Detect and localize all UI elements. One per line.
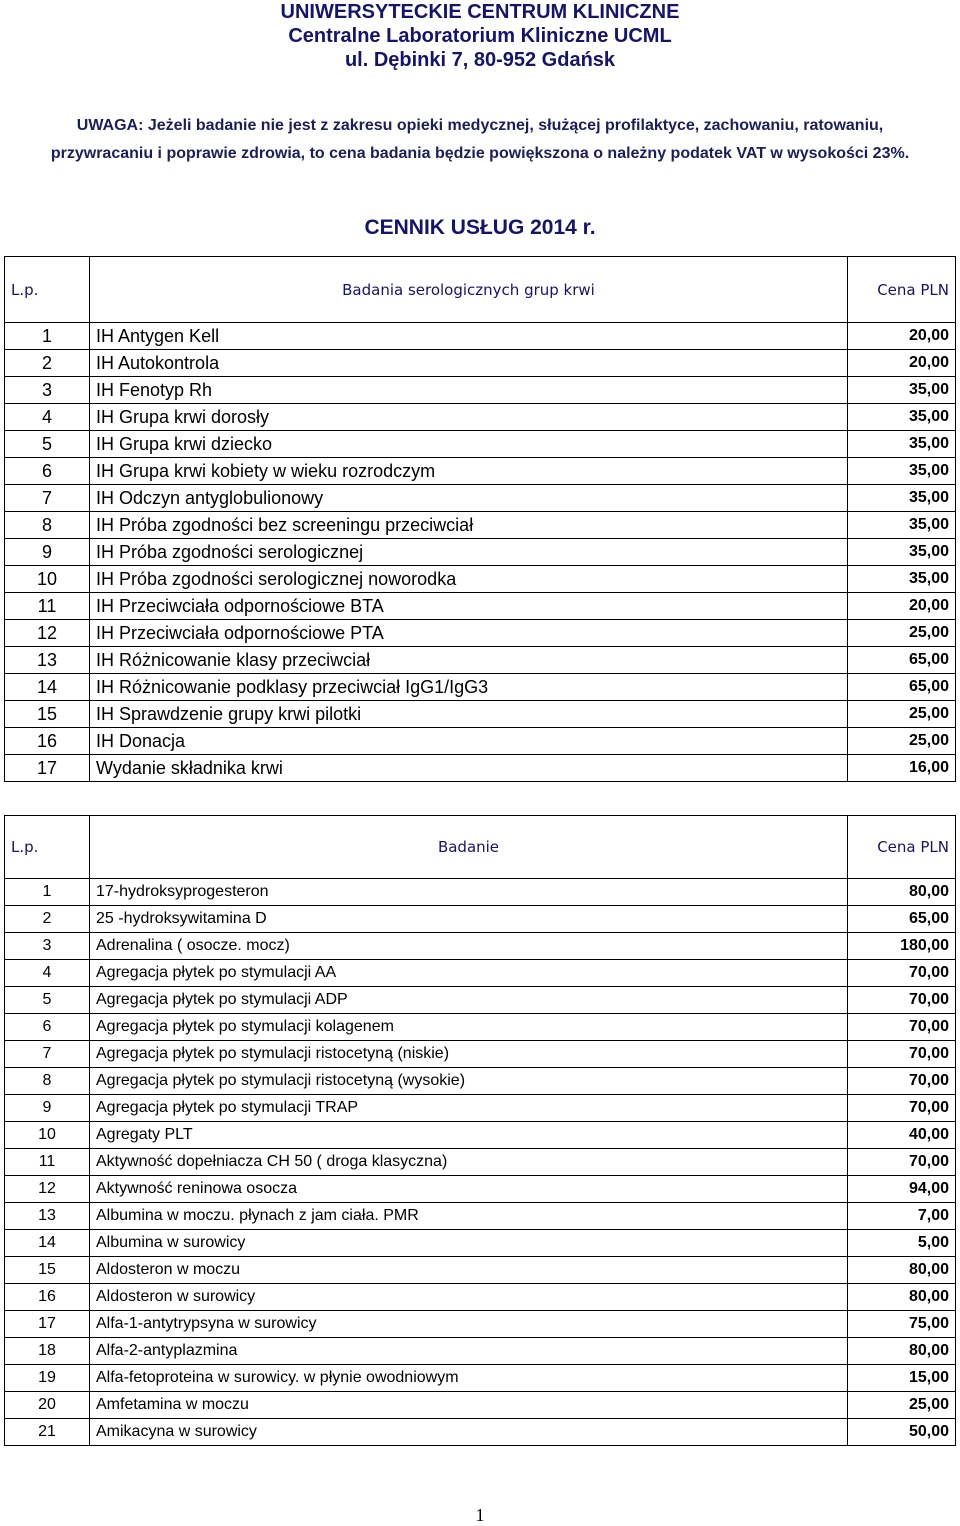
- table-row: [5, 539, 956, 566]
- table-row: [5, 879, 956, 906]
- price: 15,00: [848, 1365, 956, 1392]
- row-number: 15: [5, 1257, 90, 1284]
- price: 65,00: [848, 674, 956, 701]
- table-row: [5, 1176, 956, 1203]
- test-name: IH Sprawdzenie grupy krwi pilotki: [90, 701, 848, 728]
- table-row: [5, 728, 956, 755]
- row-number: 17: [5, 1311, 90, 1338]
- row-number: 8: [5, 1068, 90, 1095]
- price: 35,00: [848, 566, 956, 593]
- row-number: 11: [5, 1149, 90, 1176]
- price: 70,00: [848, 960, 956, 987]
- table-row: [5, 1419, 956, 1446]
- price: 25,00: [848, 728, 956, 755]
- column-header-lp: L.p.: [5, 816, 90, 879]
- column-header-test-name: Badania serologicznych grup krwi: [90, 257, 848, 323]
- test-name: Adrenalina ( osocze. mocz): [90, 933, 848, 960]
- price: 80,00: [848, 1338, 956, 1365]
- price: 20,00: [848, 323, 956, 350]
- price: 35,00: [848, 512, 956, 539]
- test-name: 25 -hydroksywitamina D: [90, 906, 848, 933]
- row-number: 1: [5, 879, 90, 906]
- price: 25,00: [848, 620, 956, 647]
- table-row: [5, 458, 956, 485]
- table-row: [5, 1392, 956, 1419]
- row-number: 11: [5, 593, 90, 620]
- page-number: 1: [475, 1505, 485, 1525]
- table-row: [5, 323, 956, 350]
- row-number: 10: [5, 566, 90, 593]
- table-row: [5, 647, 956, 674]
- price: 80,00: [848, 879, 956, 906]
- table-row: [5, 960, 956, 987]
- test-name: IH Grupa krwi dziecko: [90, 431, 848, 458]
- table-row: [5, 620, 956, 647]
- row-number: 2: [5, 350, 90, 377]
- test-name: Alfa-fetoproteina w surowicy. w płynie owodniowym: [90, 1365, 848, 1392]
- table-row: [5, 933, 956, 960]
- table-row: [5, 512, 956, 539]
- price: 50,00: [848, 1419, 956, 1446]
- test-name: Agregaty PLT: [90, 1122, 848, 1149]
- table-row: [5, 1149, 956, 1176]
- row-number: 12: [5, 1176, 90, 1203]
- test-name: Aldosteron w surowicy: [90, 1284, 848, 1311]
- table-header-row: [5, 816, 956, 879]
- row-number: 5: [5, 431, 90, 458]
- test-name: IH Odczyn antyglobulionowy: [90, 485, 848, 512]
- row-number: 9: [5, 1095, 90, 1122]
- price: 70,00: [848, 1095, 956, 1122]
- table-row: [5, 755, 956, 782]
- test-name: IH Przeciwciała odpornościowe PTA: [90, 620, 848, 647]
- price: 70,00: [848, 987, 956, 1014]
- row-number: 13: [5, 647, 90, 674]
- serology-price-table: [4, 256, 956, 782]
- price: 65,00: [848, 906, 956, 933]
- test-name: 17-hydroksyprogesteron: [90, 879, 848, 906]
- table-row: [5, 566, 956, 593]
- row-number: 6: [5, 458, 90, 485]
- table-row: [5, 404, 956, 431]
- price: 75,00: [848, 1311, 956, 1338]
- row-number: 7: [5, 1041, 90, 1068]
- vat-notice-line-1: UWAGA: Jeżeli badanie nie jest z zakresu opieki medycznej, służącej profilaktyce, zachowaniu, ratowaniu,: [76, 117, 884, 134]
- price: 35,00: [848, 458, 956, 485]
- price: 35,00: [848, 539, 956, 566]
- row-number: 9: [5, 539, 90, 566]
- test-name: IH Grupa krwi dorosły: [90, 404, 848, 431]
- table-row: [5, 674, 956, 701]
- row-number: 7: [5, 485, 90, 512]
- price: 35,00: [848, 485, 956, 512]
- test-name: IH Donacja: [90, 728, 848, 755]
- price: 180,00: [848, 933, 956, 960]
- row-number: 4: [5, 404, 90, 431]
- row-number: 16: [5, 1284, 90, 1311]
- table-row: [5, 1068, 956, 1095]
- price: 80,00: [848, 1257, 956, 1284]
- table-row: [5, 987, 956, 1014]
- price: 35,00: [848, 377, 956, 404]
- test-name: Agregacja płytek po stymulacji kolagenem: [90, 1014, 848, 1041]
- test-name: Albumina w surowicy: [90, 1230, 848, 1257]
- row-number: 14: [5, 674, 90, 701]
- table-row: [5, 1203, 956, 1230]
- row-number: 6: [5, 1014, 90, 1041]
- test-name: Agregacja płytek po stymulacji ristocetyną (niskie): [90, 1041, 848, 1068]
- table-row: [5, 1365, 956, 1392]
- row-number: 4: [5, 960, 90, 987]
- price: 25,00: [848, 701, 956, 728]
- row-number: 8: [5, 512, 90, 539]
- price: 35,00: [848, 431, 956, 458]
- row-number: 5: [5, 987, 90, 1014]
- table-row: [5, 1257, 956, 1284]
- vat-notice-line-2: przywracaniu i poprawie zdrowia, to cena badania będzie powiększona o należny podatek VAT w wysokości 23%.: [50, 145, 910, 162]
- test-name: IH Różnicowanie klasy przeciwciał: [90, 647, 848, 674]
- table-row: [5, 593, 956, 620]
- row-number: 14: [5, 1230, 90, 1257]
- price: 70,00: [848, 1068, 956, 1095]
- price-list-title: CENNIK USŁUG 2014 r.: [364, 216, 596, 239]
- price: 94,00: [848, 1176, 956, 1203]
- test-name: IH Fenotyp Rh: [90, 377, 848, 404]
- column-header-test-name: Badanie: [90, 816, 848, 879]
- table-row: [5, 1338, 956, 1365]
- price: 65,00: [848, 647, 956, 674]
- row-number: 1: [5, 323, 90, 350]
- price: 70,00: [848, 1149, 956, 1176]
- test-name: IH Próba zgodności bez screeningu przeciwciał: [90, 512, 848, 539]
- test-name: Agregacja płytek po stymulacji TRAP: [90, 1095, 848, 1122]
- test-name: Alfa-1-antytrypsyna w surowicy: [90, 1311, 848, 1338]
- row-number: 10: [5, 1122, 90, 1149]
- test-name: IH Antygen Kell: [90, 323, 848, 350]
- column-header-price: Cena PLN: [848, 816, 956, 879]
- row-number: 20: [5, 1392, 90, 1419]
- table-row: [5, 485, 956, 512]
- price: 40,00: [848, 1122, 956, 1149]
- row-number: 18: [5, 1338, 90, 1365]
- price: 70,00: [848, 1014, 956, 1041]
- row-number: 12: [5, 620, 90, 647]
- table-header-row: [5, 257, 956, 323]
- column-header-price: Cena PLN: [848, 257, 956, 323]
- test-name: IH Próba zgodności serologicznej noworodka: [90, 566, 848, 593]
- row-number: 15: [5, 701, 90, 728]
- row-number: 3: [5, 377, 90, 404]
- test-name: IH Przeciwciała odpornościowe BTA: [90, 593, 848, 620]
- test-name: Amfetamina w moczu: [90, 1392, 848, 1419]
- price: 20,00: [848, 593, 956, 620]
- test-name: IH Różnicowanie podklasy przeciwciał IgG1/IgG3: [90, 674, 848, 701]
- tests-price-table: [4, 815, 956, 1446]
- test-name: Albumina w moczu. płynach z jam ciała. PMR: [90, 1203, 848, 1230]
- test-name: Agregacja płytek po stymulacji ADP: [90, 987, 848, 1014]
- price: 35,00: [848, 404, 956, 431]
- table-row: [5, 377, 956, 404]
- table-row: [5, 701, 956, 728]
- table-row: [5, 906, 956, 933]
- test-name: Agregacja płytek po stymulacji ristocetyną (wysokie): [90, 1068, 848, 1095]
- test-name: Agregacja płytek po stymulacji AA: [90, 960, 848, 987]
- table-row: [5, 1284, 956, 1311]
- test-name: IH Grupa krwi kobiety w wieku rozrodczym: [90, 458, 848, 485]
- table-row: [5, 1014, 956, 1041]
- test-name: Wydanie składnika krwi: [90, 755, 848, 782]
- table-row: [5, 1311, 956, 1338]
- table-row: [5, 431, 956, 458]
- table-row: [5, 350, 956, 377]
- row-number: 3: [5, 933, 90, 960]
- test-name: Aktywność dopełniacza CH 50 ( droga klasyczna): [90, 1149, 848, 1176]
- table-row: [5, 1230, 956, 1257]
- test-name: Aldosteron w moczu: [90, 1257, 848, 1284]
- row-number: 19: [5, 1365, 90, 1392]
- test-name: Alfa-2-antyplazmina: [90, 1338, 848, 1365]
- row-number: 16: [5, 728, 90, 755]
- row-number: 17: [5, 755, 90, 782]
- price: 80,00: [848, 1284, 956, 1311]
- test-name: Aktywność reninowa osocza: [90, 1176, 848, 1203]
- row-number: 21: [5, 1419, 90, 1446]
- table-row: [5, 1122, 956, 1149]
- row-number: 2: [5, 906, 90, 933]
- price: 7,00: [848, 1203, 956, 1230]
- test-name: Amikacyna w surowicy: [90, 1419, 848, 1446]
- price: 25,00: [848, 1392, 956, 1419]
- table-row: [5, 1041, 956, 1068]
- test-name: IH Próba zgodności serologicznej: [90, 539, 848, 566]
- header-laboratory: Centralne Laboratorium Kliniczne UCML: [288, 25, 672, 47]
- price: 20,00: [848, 350, 956, 377]
- column-header-lp: L.p.: [5, 257, 90, 323]
- table-row: [5, 1095, 956, 1122]
- price: 5,00: [848, 1230, 956, 1257]
- price: 16,00: [848, 755, 956, 782]
- row-number: 13: [5, 1203, 90, 1230]
- test-name: IH Autokontrola: [90, 350, 848, 377]
- header-address: ul. Dębinki 7, 80-952 Gdańsk: [344, 49, 616, 71]
- header-institution: UNIWERSYTECKIE CENTRUM KLINICZNE: [280, 1, 680, 23]
- price: 70,00: [848, 1041, 956, 1068]
